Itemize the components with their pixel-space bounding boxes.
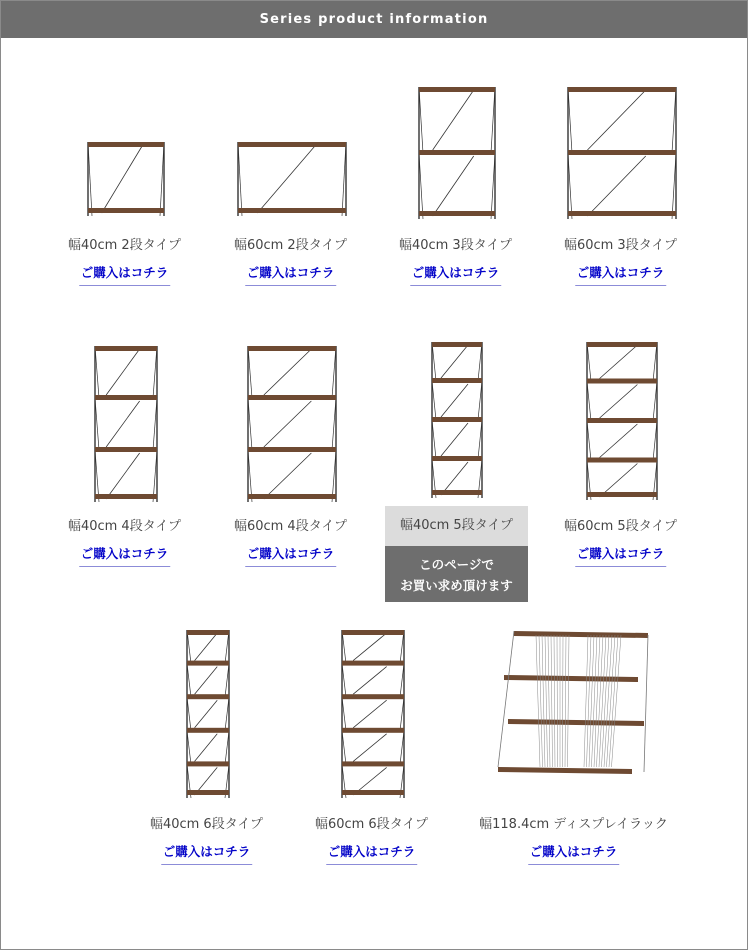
- shelf-board: [568, 87, 676, 92]
- product-name: 幅60cm 5段タイプ: [563, 519, 678, 534]
- shelf-board: [432, 456, 482, 461]
- brace-wire: [433, 90, 474, 150]
- brace-wire: [441, 345, 468, 378]
- shelf-board: [187, 761, 229, 766]
- product-name: 幅40cm 3段タイプ: [398, 238, 513, 253]
- brace-wire: [257, 145, 315, 213]
- brace-wire: [587, 90, 645, 150]
- shelf-board: [568, 211, 676, 216]
- rack-wire: [592, 635, 598, 767]
- rack-wire: [545, 635, 548, 767]
- product-card: [373, 81, 538, 296]
- shelf-board: [95, 447, 157, 452]
- shelf-board: [508, 719, 644, 726]
- shelf-board: [419, 150, 495, 155]
- rack-wire: [554, 635, 555, 767]
- shelf-board: [432, 342, 482, 347]
- shelf-board: [248, 494, 336, 499]
- rack-wire: [594, 635, 600, 767]
- rack-frame: [498, 631, 514, 767]
- brace-wire: [102, 145, 143, 213]
- purchase-link[interactable]: ご購入はコチラ: [161, 845, 253, 865]
- brace-wire: [195, 734, 218, 762]
- shelf-board: [238, 208, 346, 213]
- brace-wire: [441, 423, 468, 456]
- shelf-board: [95, 346, 157, 351]
- brace-wire: [106, 453, 139, 499]
- shelf-board: [587, 342, 657, 347]
- shelf-image[interactable]: [341, 629, 405, 799]
- brace-wire: [353, 734, 386, 762]
- product-name: 幅40cm 4段タイプ: [67, 519, 182, 534]
- purchase-link[interactable]: ご購入はコチラ: [410, 266, 502, 286]
- brace-wire: [106, 401, 139, 447]
- shelf-image[interactable]: [94, 345, 158, 503]
- purchase-link[interactable]: ご購入はコチラ: [79, 547, 171, 567]
- purchase-link[interactable]: ご購入はコチラ: [575, 266, 667, 286]
- shelf-board: [248, 447, 336, 452]
- shelf-board: [88, 142, 164, 147]
- rack-wire: [542, 635, 545, 767]
- brace-wire: [433, 156, 474, 216]
- shelf-image[interactable]: [247, 345, 337, 503]
- brace-wire: [353, 633, 386, 661]
- purchase-link[interactable]: ご購入はコチラ: [528, 845, 620, 865]
- purchase-link[interactable]: ご購入はコチラ: [79, 266, 171, 286]
- product-name: 幅60cm 2段タイプ: [233, 238, 348, 253]
- rack-wire: [551, 635, 553, 767]
- brace-wire: [106, 349, 139, 395]
- shelf-board: [187, 728, 229, 733]
- shelf-board: [587, 379, 657, 384]
- purchase-link[interactable]: ご購入はコチラ: [245, 547, 337, 567]
- shelf-image[interactable]: [237, 141, 347, 217]
- brace-wire: [195, 700, 218, 728]
- product-name: 幅40cm 5段タイプ: [385, 506, 528, 546]
- shelf-board: [587, 458, 657, 463]
- shelf-board: [342, 728, 404, 733]
- brace-wire: [264, 349, 312, 395]
- brace-wire: [600, 385, 638, 419]
- shelf-board: [342, 694, 404, 699]
- section-header: Series product information: [1, 1, 747, 38]
- product-card: [289, 627, 454, 872]
- brace-wire: [264, 453, 312, 499]
- brace-wire: [600, 345, 638, 379]
- shelf-board: [419, 87, 495, 92]
- brace-wire: [264, 401, 312, 447]
- shelf-image[interactable]: [186, 629, 230, 799]
- purchase-link[interactable]: ご購入はコチラ: [575, 547, 667, 567]
- shelf-board: [187, 790, 229, 795]
- shelf-board: [432, 417, 482, 422]
- shelf-board: [514, 631, 648, 638]
- shelf-board: [187, 630, 229, 635]
- shelf-board: [95, 494, 157, 499]
- rack-wire: [597, 635, 604, 767]
- product-card: [42, 341, 207, 581]
- product-name: 幅40cm 6段タイプ: [149, 817, 264, 832]
- display-rack-image[interactable]: [496, 627, 656, 793]
- brace-wire: [441, 384, 468, 417]
- product-card: [471, 627, 676, 872]
- brace-wire: [195, 633, 218, 661]
- shelf-board: [248, 346, 336, 351]
- shelf-board: [95, 395, 157, 400]
- rack-wire: [548, 635, 550, 767]
- shelf-image[interactable]: [431, 341, 483, 499]
- product-card: [538, 81, 703, 296]
- current-page-badge: [385, 546, 528, 602]
- product-name: 幅118.4cm ディスプレイラック: [479, 817, 668, 832]
- rack-wire: [565, 635, 566, 767]
- shelf-board: [238, 142, 346, 147]
- product-card: [208, 341, 373, 581]
- shelf-board: [587, 492, 657, 497]
- shelf-board: [187, 694, 229, 699]
- shelf-board: [587, 418, 657, 423]
- brace-wire: [600, 424, 638, 458]
- shelf-board: [342, 630, 404, 635]
- rack-wire: [612, 635, 622, 767]
- shelf-board: [342, 661, 404, 666]
- shelf-board: [498, 767, 632, 774]
- product-name: 幅60cm 6段タイプ: [314, 817, 429, 832]
- rack-wire: [557, 635, 558, 767]
- shelf-image[interactable]: [567, 86, 677, 220]
- shelf-board: [432, 490, 482, 495]
- badge-line-1: このページで: [419, 557, 494, 572]
- product-card: [42, 81, 207, 296]
- purchase-link[interactable]: ご購入はコチラ: [245, 266, 337, 286]
- brace-wire: [195, 667, 218, 695]
- shelf-board: [568, 150, 676, 155]
- product-name: 幅60cm 4段タイプ: [233, 519, 348, 534]
- shelf-image[interactable]: [586, 341, 658, 501]
- product-card: [538, 341, 703, 581]
- shelf-board: [432, 378, 482, 383]
- rack-wire: [568, 635, 570, 767]
- shelf-board: [88, 208, 164, 213]
- product-name: 幅40cm 2段タイプ: [67, 238, 182, 253]
- shelf-board: [342, 761, 404, 766]
- shelf-board: [248, 395, 336, 400]
- product-card: [124, 627, 289, 872]
- shelf-board: [342, 790, 404, 795]
- brace-wire: [600, 464, 638, 498]
- brace-wire: [353, 667, 386, 695]
- brace-wire: [353, 700, 386, 728]
- rack-wire: [589, 635, 594, 767]
- shelf-board: [187, 661, 229, 666]
- purchase-link[interactable]: ご購入はコチラ: [326, 845, 418, 865]
- shelf-image[interactable]: [418, 86, 496, 220]
- product-name: 幅60cm 3段タイプ: [563, 238, 678, 253]
- badge-line-2: お買い求め頂けます: [400, 578, 513, 593]
- shelf-board: [419, 211, 495, 216]
- product-card: [208, 81, 373, 296]
- product-card-current: [373, 341, 538, 606]
- brace-wire: [587, 156, 645, 216]
- shelf-image[interactable]: [87, 141, 165, 217]
- rack-frame: [644, 635, 648, 772]
- rack-wire: [563, 635, 564, 767]
